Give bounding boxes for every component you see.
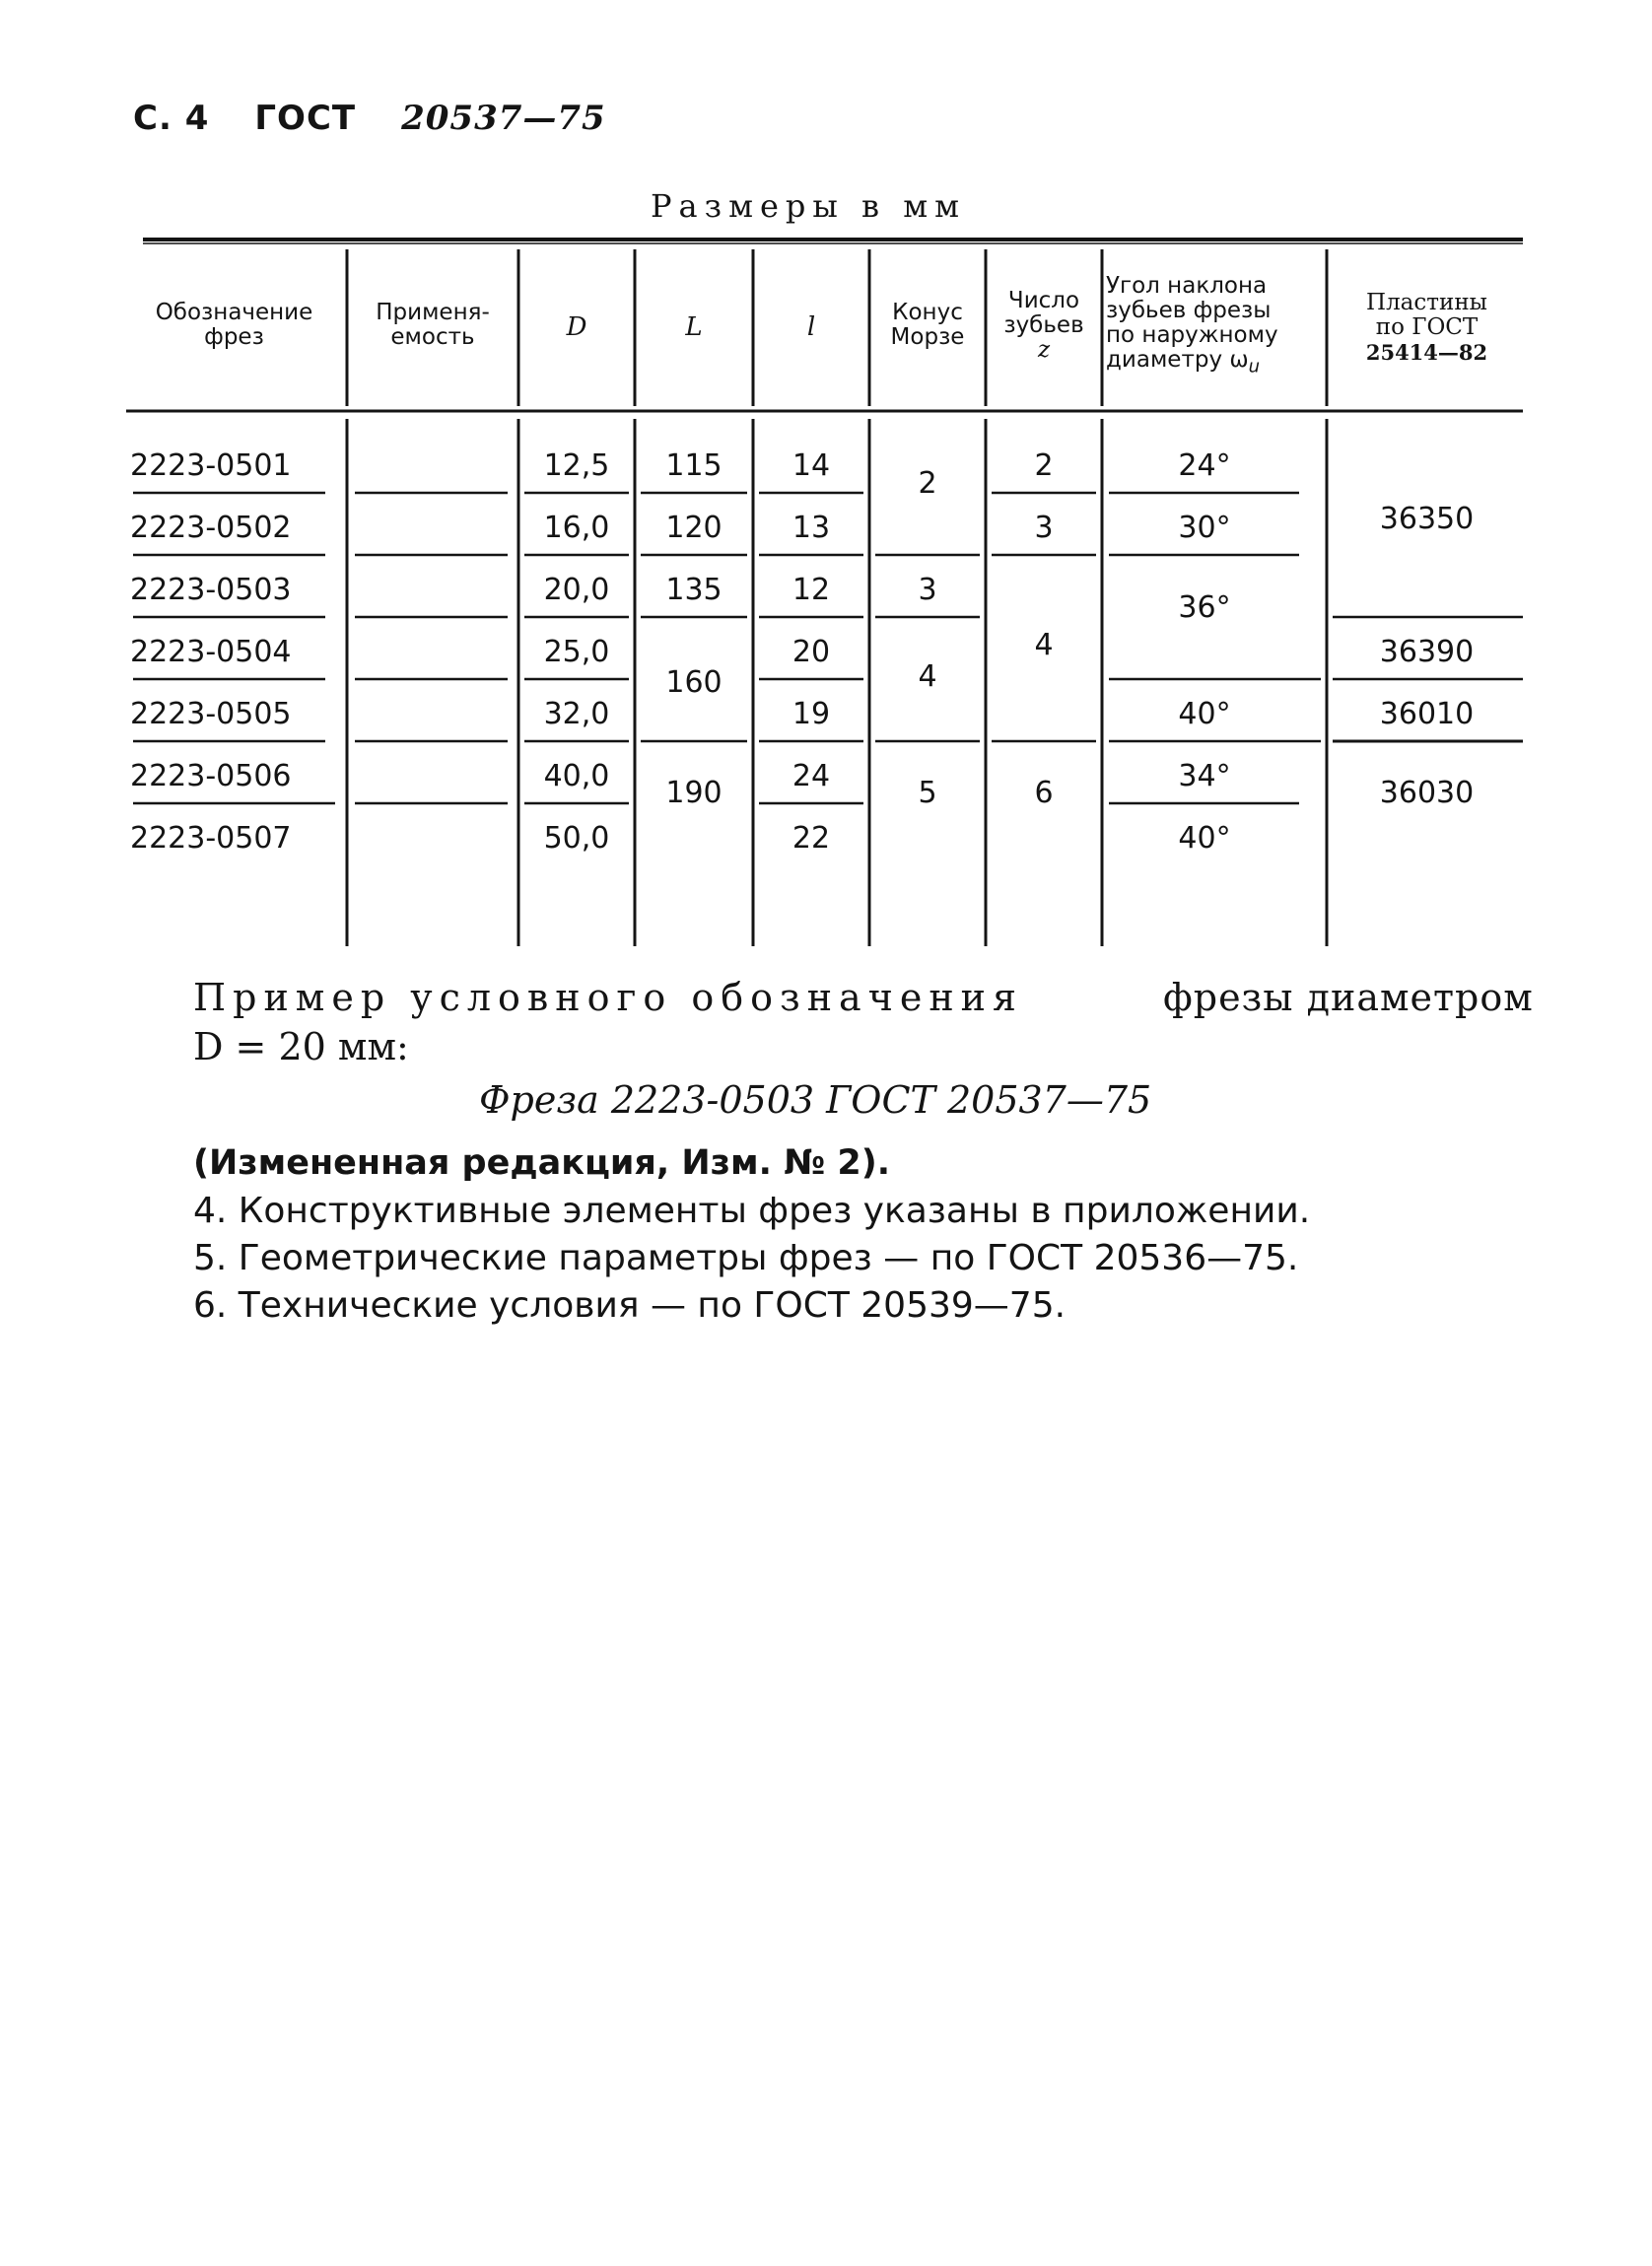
table-cell-teeth: 3 xyxy=(1034,511,1054,545)
col-header-D: D xyxy=(566,312,587,342)
table-cell-teeth-merged: 4 xyxy=(1034,628,1054,662)
table-cell-plate: 36390 xyxy=(1379,635,1475,669)
table-cell-code: 2223-0501 xyxy=(130,448,292,483)
col-header-code: Обозначение фрез xyxy=(155,300,313,350)
list-item: 6. Технические условия — по ГОСТ 20539—75. xyxy=(193,1285,1067,1326)
table-cell-L-merged: 190 xyxy=(665,776,723,810)
col-header-L: L xyxy=(685,312,703,342)
table-cell-D: 16,0 xyxy=(543,511,610,545)
example-text-line1-end: фрезы диаметром xyxy=(1163,976,1534,1019)
table-cell-morse-merged: 5 xyxy=(918,776,937,810)
table-cell-D: 20,0 xyxy=(543,573,610,607)
table-cell-L: 135 xyxy=(665,573,723,607)
table-cell-code: 2223-0503 xyxy=(130,573,292,607)
list-item: 4. Конструктивные элементы фрез указаны в приложении. xyxy=(193,1191,1311,1231)
table-cell-D: 12,5 xyxy=(543,448,610,483)
table-cell-D: 40,0 xyxy=(543,759,610,793)
example-text-line2: D = 20 мм: xyxy=(193,1025,409,1068)
col-header-angle: Угол наклона зубьев фрезы по наружному диаметру $\omega_u$ xyxy=(1106,273,1278,378)
col-header-plates: Пластины по ГОСТ 25414—82 xyxy=(1365,290,1488,365)
table-cell-code: 2223-0507 xyxy=(130,821,292,856)
list-item: 5. Геометрические параметры фрез — по ГОСТ 20536—75. xyxy=(193,1238,1299,1278)
standard-label: ГОСТ xyxy=(254,99,357,138)
col-header-l: l xyxy=(806,312,816,342)
table-cell-l: 20 xyxy=(792,635,831,669)
example-designation: Фреза 2223-0503 ГОСТ 20537—75 xyxy=(479,1078,1152,1122)
table-cell-morse: 3 xyxy=(918,573,937,607)
table-cell-plate-merged: 36030 xyxy=(1379,776,1475,810)
table-cell-l: 12 xyxy=(792,573,831,607)
example-text-line1: Пример условного обозначения xyxy=(193,976,1023,1019)
table-cell-angle: 34° xyxy=(1178,759,1231,793)
table-cell-l: 19 xyxy=(792,697,831,731)
table-cell-l: 14 xyxy=(792,448,831,483)
page-number: С. 4 xyxy=(133,99,210,138)
table-cell-l: 13 xyxy=(792,511,831,545)
table-cell-code: 2223-0506 xyxy=(130,759,292,793)
table-cell-morse-merged: 2 xyxy=(918,466,937,501)
units-caption: Размеры в мм xyxy=(651,187,966,225)
table-cell-angle: 30° xyxy=(1178,511,1231,545)
table-cell-code: 2223-0505 xyxy=(130,697,292,731)
col-header-teeth: Число зубьев z xyxy=(1003,288,1084,363)
col-header-applicability: Применя- емость xyxy=(376,300,490,350)
table-cell-code: 2223-0502 xyxy=(130,511,292,545)
table-cell-plate-merged: 36350 xyxy=(1379,502,1475,536)
table-cell-D: 50,0 xyxy=(543,821,610,856)
edit-note: (Измененная редакция, Изм. № 2). xyxy=(193,1143,891,1183)
standard-number: 20537—75 xyxy=(401,99,606,138)
table-cell-D: 32,0 xyxy=(543,697,610,731)
table-cell-plate: 36010 xyxy=(1379,697,1475,731)
table-cell-L-merged: 160 xyxy=(665,665,723,700)
table-cell-angle: 40° xyxy=(1178,697,1231,731)
table-cell-teeth: 2 xyxy=(1034,448,1054,483)
table-cell-L: 120 xyxy=(665,511,723,545)
table-cell-L: 115 xyxy=(665,448,723,483)
table-cell-l: 22 xyxy=(792,821,831,856)
table-cell-D: 25,0 xyxy=(543,635,610,669)
table-cell-code: 2223-0504 xyxy=(130,635,292,669)
table-cell-l: 24 xyxy=(792,759,831,793)
col-header-morse: Конус Морзе xyxy=(890,300,965,350)
table-cell-morse-merged: 4 xyxy=(918,659,937,694)
table-cell-angle: 24° xyxy=(1178,448,1231,483)
table-cell-teeth-merged: 6 xyxy=(1034,776,1054,810)
table-cell-angle-merged: 36° xyxy=(1178,590,1231,625)
table-cell-angle: 40° xyxy=(1178,821,1231,856)
